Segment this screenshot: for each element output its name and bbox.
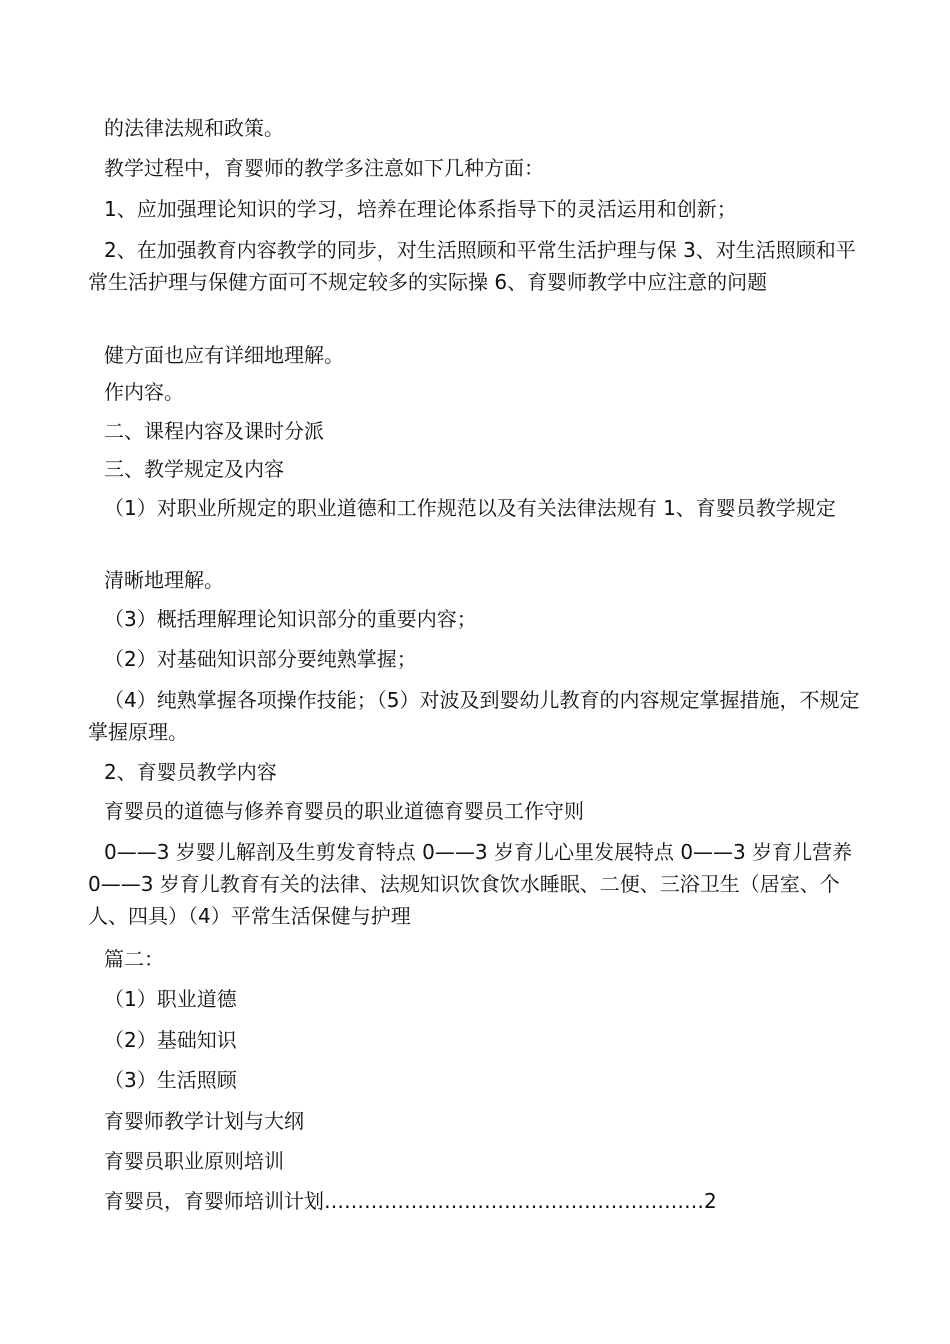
- list-item-3: （3）生活照顾: [104, 1068, 237, 1092]
- section-heading-2: 二、课程内容及课时分派: [104, 419, 324, 443]
- section-heading-3: 三、教学规定及内容: [104, 457, 284, 481]
- paragraph-3: 1、应加强理论知识的学习，培养在理论体系指导下的灵活运用和创新；: [104, 197, 737, 221]
- paragraph-17: 篇二：: [104, 947, 164, 971]
- paragraph-21: 育婴师教学计划与大纲: [104, 1109, 304, 1133]
- paragraph-1: 的法律法规和政策。: [104, 116, 284, 140]
- paragraph-16: 0——3 岁婴儿解剖及生剪发育特点 0——3 岁育儿心里发展特点 0——3 岁育儿营养 0——3 岁育儿教育有关的法律、法规知识饮食饮水睡眠、二便、三浴卫生（居室、个人、四具）（4）平常生活保健与护理: [88, 840, 853, 928]
- paragraph-11: （3）概括理解理论知识部分的重要内容；: [104, 607, 477, 631]
- list-item-1: （1）职业道德: [104, 987, 237, 1011]
- paragraph-22: 育婴员职业原则培训: [104, 1149, 284, 1173]
- paragraph-9: （1）对职业所规定的职业道德和工作规范以及有关法律法规有 1、育婴员教学规定: [104, 496, 836, 520]
- paragraph-15: 育婴员的道德与修养育婴员的职业道德育婴员工作守则: [104, 799, 584, 823]
- paragraph-13: （4）纯熟掌握各项操作技能；（5）对波及到婴幼儿教育的内容规定掌握措施，不规定掌握原理。: [88, 688, 860, 744]
- toc-line: 育婴员，育婴师培训计划…………………………………………………2: [104, 1189, 717, 1213]
- paragraph-12: （2）对基础知识部分要纯熟掌握；: [104, 647, 417, 671]
- paragraph-4: 2、在加强教育内容教学的同步，对生活照顾和平常生活护理与保 3、对生活照顾和平常生活护理与保健方面可不规定较多的实际操 6、育婴师教学中应注意的问题: [88, 238, 856, 294]
- paragraph-6: 作内容。: [104, 380, 184, 404]
- paragraph-5: 健方面也应有详细地理解。: [104, 343, 344, 367]
- paragraph-14: 2、育婴员教学内容: [104, 760, 277, 784]
- list-item-2: （2）基础知识: [104, 1028, 237, 1052]
- paragraph-2: 教学过程中，育婴师的教学多注意如下几种方面：: [104, 156, 544, 180]
- paragraph-10: 清晰地理解。: [104, 568, 224, 592]
